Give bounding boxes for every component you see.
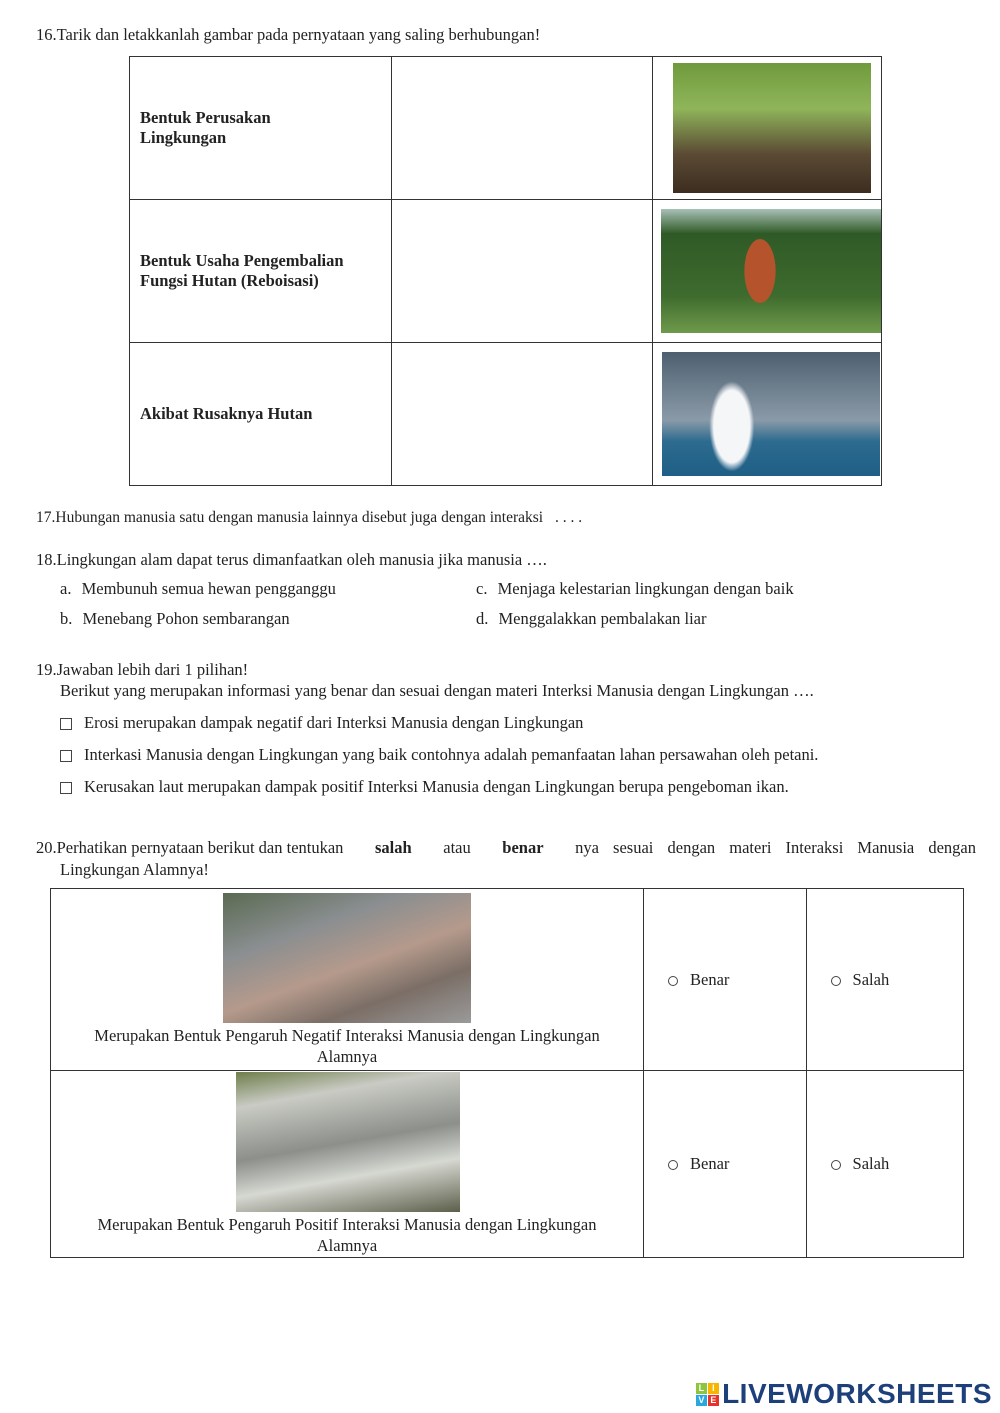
table-row [130, 343, 882, 486]
q19-prompt: Berikut yang merupakan informasi yang benar dan sesuai dengan materi Interksi Manusia dengan Lingkungan …. [60, 681, 814, 700]
option-label: Benar [690, 1154, 730, 1173]
q16-drop-zone[interactable] [391, 57, 652, 200]
option-text: Kerusakan laut merupakan dampak positif Interksi Manusia dengan Lingkungan berupa pengeboman ikan. [84, 777, 789, 796]
checkbox[interactable] [60, 782, 72, 794]
logo-blocks-icon [696, 1383, 719, 1406]
label-line: Akibat Rusaknya Hutan [140, 404, 313, 423]
q20-text: benar [502, 838, 544, 857]
table-row [51, 1071, 964, 1258]
option-text: Interkasi Manusia dengan Lingkungan yang baik contohnya adalah pemanfaatan lahan persawahan oleh petani. [84, 745, 819, 764]
q20-question [36, 838, 976, 858]
logo-block: V [696, 1395, 707, 1406]
option-label: Salah [852, 1154, 890, 1173]
label-line: Bentuk Perusakan [140, 108, 271, 127]
people-planting-trees-image[interactable] [673, 63, 871, 193]
statement-text: Merupakan Bentuk Pengaruh Positif Interaksi Manusia dengan Lingkungan [97, 1215, 597, 1234]
q18-option-b[interactable] [60, 609, 290, 629]
q16-question: 16.Tarik dan letakkanlah gambar pada pernyataan yang saling berhubungan! [36, 25, 541, 44]
q18-option-d[interactable] [476, 609, 707, 629]
radio-salah[interactable] [806, 1071, 963, 1258]
q17-answer-blank[interactable]: . . . . [554, 509, 583, 526]
radio-icon[interactable] [831, 976, 841, 986]
q16-image-cell [653, 57, 882, 200]
q16-label [130, 343, 392, 486]
logo-text: LIVEWORKSHEETS [722, 1378, 992, 1409]
label-line: Lingkungan [140, 128, 227, 147]
option-letter: a. [60, 579, 72, 598]
q18-option-a[interactable] [60, 579, 336, 599]
checkbox[interactable] [60, 750, 72, 762]
landslide-forest-image[interactable] [661, 209, 881, 333]
statement-text: Alamnya [316, 1046, 378, 1066]
q19-option[interactable] [60, 745, 818, 765]
q16-drop-zone[interactable] [391, 343, 652, 486]
q18-option-c[interactable] [476, 579, 794, 599]
logo-block: L [696, 1383, 707, 1394]
q19-question: 19.Jawaban lebih dari 1 pilihan! [36, 660, 249, 679]
option-letter: b. [60, 609, 73, 628]
table-row [51, 889, 964, 1071]
sea-explosion-image[interactable] [662, 352, 880, 476]
logo-block: E [708, 1395, 719, 1406]
q20-text: atau [443, 838, 471, 857]
q20-statement-cell [51, 1071, 644, 1258]
q20-text: nya sesuai dengan materi Interaksi Manusia dengan [575, 838, 976, 857]
logo-block: I [708, 1383, 719, 1394]
q19-option[interactable] [60, 777, 789, 797]
statement-text: Merupakan Bentuk Pengaruh Negatif Interaksi Manusia dengan Lingkungan [94, 1025, 600, 1045]
q16-image-cell [653, 343, 882, 486]
label-line: Fungsi Hutan (Reboisasi) [140, 271, 319, 290]
table-row [130, 200, 882, 343]
label-line: Bentuk Usaha Pengembalian [140, 251, 344, 270]
q19-option[interactable] [60, 713, 583, 733]
option-label: Benar [690, 969, 730, 989]
dead-fish-river-image [236, 1072, 460, 1212]
option-text: Erosi merupakan dampak negatif dari Interksi Manusia dengan Lingkungan [84, 713, 584, 732]
q16-drop-zone[interactable] [391, 200, 652, 343]
q20-text: 20.Perhatikan pernyataan berikut dan tentukan [36, 838, 344, 857]
option-letter: d. [476, 609, 489, 628]
q16-image-cell [653, 200, 882, 343]
radio-icon[interactable] [831, 1160, 841, 1170]
garbage-pile-image [223, 893, 471, 1023]
radio-salah[interactable] [806, 889, 963, 1071]
q16-label [130, 57, 392, 200]
q16-label [130, 200, 392, 343]
radio-benar[interactable] [644, 1071, 807, 1258]
checkbox[interactable] [60, 718, 72, 730]
statement-text: Alamnya [316, 1236, 378, 1255]
option-letter: c. [476, 579, 488, 598]
option-label: Salah [852, 969, 890, 989]
radio-icon[interactable] [668, 976, 678, 986]
radio-icon[interactable] [668, 1160, 678, 1170]
q20-question-line2: Lingkungan Alamnya! [60, 860, 209, 879]
q18-question: 18.Lingkungan alam dapat terus dimanfaatkan oleh manusia jika manusia …. [36, 550, 547, 569]
q20-statement-cell [51, 889, 644, 1071]
q20-text: salah [375, 838, 412, 857]
option-text: Menjaga kelestarian lingkungan dengan baik [497, 579, 794, 598]
table-row [130, 57, 882, 200]
liveworksheets-logo [696, 1378, 992, 1410]
option-text: Menebang Pohon sembarangan [82, 609, 290, 628]
q17-text: 17.Hubungan manusia satu dengan manusia lainnya disebut juga dengan interaksi [36, 509, 544, 526]
q17-question [36, 509, 582, 527]
q16-matching-table [129, 56, 882, 486]
option-text: Membunuh semua hewan pengganggu [81, 579, 336, 598]
q20-table [50, 888, 964, 1258]
option-text: Menggalakkan pembalakan liar [498, 609, 707, 628]
radio-benar[interactable] [644, 889, 807, 1071]
